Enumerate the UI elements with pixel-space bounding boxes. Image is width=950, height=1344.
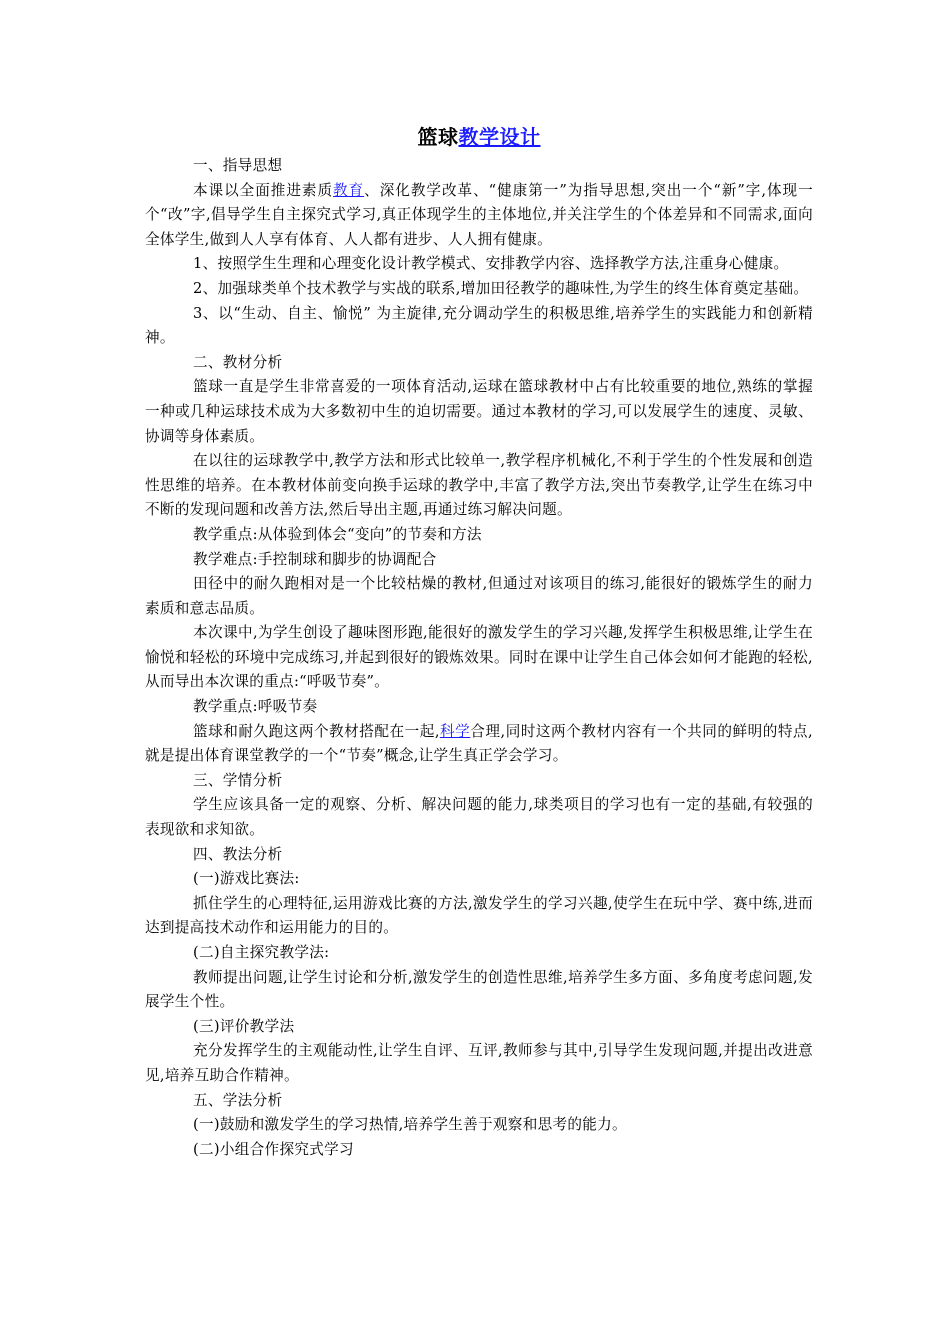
- paragraph: 教学难点:手控制球和脚步的协调配合: [193, 550, 437, 568]
- paragraph-text: 合理,同时这两个教材内容有一个共同的鲜明的特点,就是提出体育课堂教学的一个“节奏”概念,让学生真正学会学习。: [145, 722, 813, 765]
- paragraph: [145, 179, 813, 253]
- paragraph: 在以往的运球教学中,教学方法和形式比较单一,教学程序机械化,不利于学生的个性发展和创造性思维的培养。在本教材体前变向换手运球的教学中,丰富了教学方法,突出节奏教学,让学生在练习中不断的发现问题和改善方法,然后导出主题,再通过练习解决问题。: [145, 452, 813, 519]
- document-page: [145, 122, 813, 1162]
- paragraph-text: 篮球和耐久跑这两个教材搭配在一起,: [193, 722, 440, 740]
- paragraph: (二)小组合作探究式学习: [193, 1140, 354, 1158]
- paragraph: 充分发挥学生的主观能动性,让学生自评、互评,教师参与其中,引导学生发现问题,并提出改进意见,培养互助合作精神。: [145, 1042, 813, 1084]
- paragraph: 抓住学生的心理特征,运用游戏比赛的方法,激发学生的学习兴趣,使学生在玩中学、赛中练,进而达到提高技术动作和运用能力的目的。: [145, 894, 813, 937]
- paragraph: 教师提出问题,让学生讨论和分析,激发学生的创造性思维,培养学生多方面、多角度考虑问题,发展学生个性。: [145, 968, 813, 1011]
- subheading: (二)自主探究教学法:: [193, 944, 330, 961]
- paragraph: 田径中的耐久跑相对是一个比较枯燥的教材,但通过对该项目的练习,能很好的锻炼学生的耐力素质和意志品质。: [145, 575, 813, 617]
- education-link[interactable]: 教育: [333, 181, 365, 199]
- heading-learning-method-analysis: 五、学法分析: [193, 1091, 283, 1109]
- paragraph-text: 本课以全面推进素质: [193, 181, 334, 199]
- paragraph: 教学重点:呼吸节奏: [193, 698, 318, 716]
- heading-material-analysis: 二、教材分析: [193, 353, 283, 371]
- paragraph: 3、以“生动、自主、愉悦” 为主旋律,充分调动学生的积极思维,培养学生的实践能力和创新精神。: [145, 304, 813, 347]
- paragraph: 学生应该具备一定的观察、分析、解决问题的能力,球类项目的学习也有一定的基础,有较强的表现欲和求知欲。: [145, 796, 813, 839]
- heading-teaching-method-analysis: 四、教法分析: [193, 845, 283, 863]
- heading-guiding-ideology: 一、指导思想: [193, 157, 283, 174]
- document-title: [145, 122, 813, 152]
- subheading: (一)游戏比赛法:: [193, 870, 300, 888]
- paragraph: (一)鼓励和激发学生的学习热情,培养学生善于观察和思考的能力。: [193, 1116, 627, 1134]
- subheading: (三)评价教学法: [193, 1017, 295, 1035]
- paragraph-text: 、深化教学改革、“健康第一”为指导思想,突出一个“新”字,体现一个“改”字,倡导学生自主探究式学习,真正体现学生的主体地位,并关注学生的个体差异和不同需求,面向全体学生,做到人人享有体育、人人都有进步、人人拥有健康。: [145, 181, 813, 248]
- science-link[interactable]: 科学: [439, 722, 471, 740]
- paragraph: 篮球一直是学生非常喜爱的一项体育活动,运球在篮球教材中占有比较重要的地位,熟练的掌握一种或几种运球技术成为大多数初中生的迫切需要。通过本教材的学习,可以发展学生的速度、灵敏、协调等身体素质。: [145, 378, 813, 445]
- title-text: 篮球: [417, 125, 459, 149]
- heading-learner-analysis: 三、学情分析: [193, 771, 283, 789]
- paragraph: 2、加强球类单个技术教学与实战的联系,增加田径教学的趣味性,为学生的终生体育奠定基础。: [193, 279, 809, 297]
- paragraph: 教学重点:从体验到体会“变向”的节奏和方法: [193, 525, 482, 543]
- title-link[interactable]: 教学设计: [458, 125, 541, 149]
- paragraph: 本次课中,为学生创设了趣味图形跑,能很好的激发学生的学习兴趣,发挥学生积极思维,让学生在愉悦和轻松的环境中完成练习,并起到很好的锻炼效果。同时在课中让学生自己体会如何才能跑的轻松,从而导出本次课的重点:“呼吸节奏”。: [145, 624, 813, 691]
- paragraph: 1、按照学生生理和心理变化设计教学模式、安排教学内容、选择教学方法,注重身心健康。: [193, 255, 789, 273]
- paragraph: [145, 720, 813, 769]
